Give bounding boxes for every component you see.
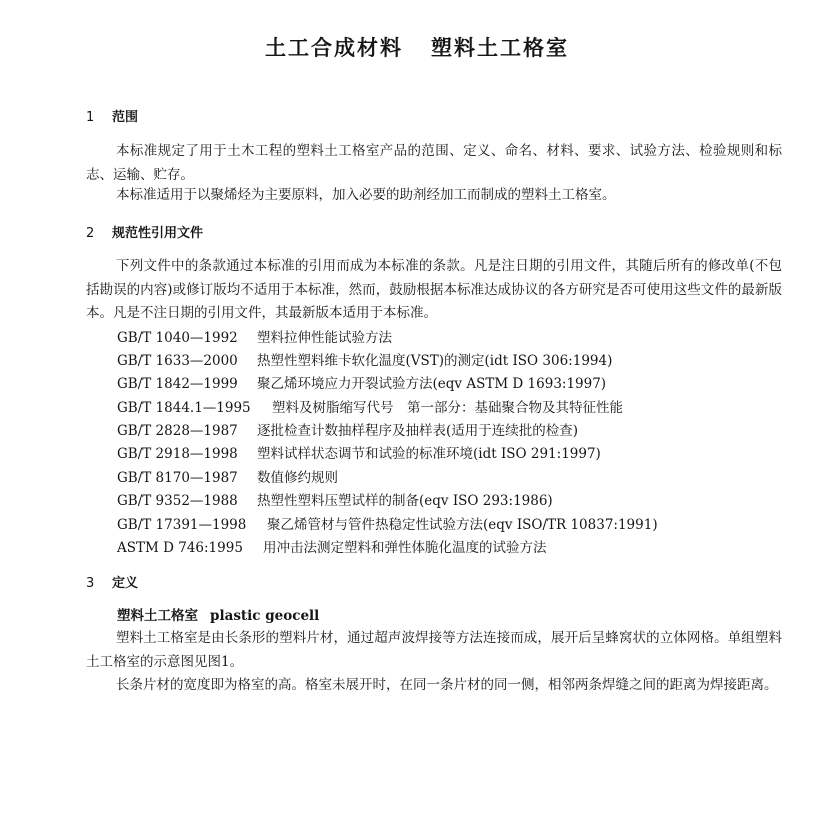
section-number: 2 xyxy=(86,226,95,241)
reference-title: 塑料拉伸性能试验方法 xyxy=(257,330,392,346)
reference-code: GB/T 1633—2000 xyxy=(117,353,238,369)
term-chinese: 塑料土工格室 xyxy=(117,608,198,624)
definition-term xyxy=(117,604,319,624)
reference-title: 用冲击法测定塑料和弹性体脆化温度的试验方法 xyxy=(263,540,547,556)
section-title: 范围 xyxy=(112,110,139,125)
scope-paragraph-1: 本标准规定了用于土木工程的塑料土工格室产品的范围、定义、命名、材料、要求、试验方法、检验规则和标志、运输、贮存。 xyxy=(86,143,782,183)
section-title: 定义 xyxy=(112,576,139,591)
section-1-heading xyxy=(86,106,138,125)
reference-code: GB/T 9352—1988 xyxy=(117,493,238,509)
document-title xyxy=(0,32,834,62)
reference-title: 数值修约规则 xyxy=(257,470,338,486)
reference-title: 热塑性塑料压塑试样的制备(eqv ISO 293:1986) xyxy=(257,493,553,509)
definition-paragraph-1: 塑料土工格室是由长条形的塑料片材，通过超声波焊接等方法连接而成，展开后呈蜂窝状的立体网格。单组塑料土工格室的示意图见图1。 xyxy=(86,630,782,670)
scope-paragraph-2: 本标准适用于以聚烯烃为主要原料，加入必要的助剂经加工而制成的塑料土工格室。 xyxy=(116,187,616,203)
section-number: 3 xyxy=(86,576,95,591)
term-english: plastic geocell xyxy=(210,608,320,624)
section-2-heading xyxy=(86,222,203,241)
reference-title: 热塑性塑料维卡软化温度(VST)的测定(idt ISO 306:1994) xyxy=(257,353,613,369)
reference-item xyxy=(117,326,392,346)
reference-title: 塑料及树脂缩写代号 第一部分：基础聚合物及其特征性能 xyxy=(272,400,623,416)
reference-code: GB/T 1040—1992 xyxy=(117,330,238,346)
definition-paragraph-2: 长条片材的宽度即为格室的高。格室未展开时，在同一条片材的同一侧，相邻两条焊缝之间的距离为焊接距离。 xyxy=(116,677,778,693)
title-part-1: 土工合成材料 xyxy=(265,36,403,60)
reference-item xyxy=(117,536,547,556)
reference-title: 聚乙烯管材与管件热稳定性试验方法(eqv ISO/TR 10837:1991) xyxy=(267,517,658,533)
title-part-2: 塑料土工格室 xyxy=(431,36,569,60)
section-number: 1 xyxy=(86,110,95,125)
reference-code: GB/T 2918—1998 xyxy=(117,446,238,462)
reference-code: GB/T 2828—1987 xyxy=(117,423,238,439)
references-intro: 下列文件中的条款通过本标准的引用而成为本标准的条款。凡是注日期的引用文件，其随后所有的修改单(不包括勘误的内容)或修订版均不适用于本标准，然而，鼓励根据本标准达成协议的各方研究是否可使用这些文件的最新版本。凡是不注日期的引用文件，其最新版本适用于本标准。 xyxy=(86,258,782,321)
reference-item xyxy=(117,513,658,533)
reference-item xyxy=(117,396,623,416)
reference-code: ASTM D 746:1995 xyxy=(117,540,243,556)
reference-code: GB/T 8170—1987 xyxy=(117,470,238,486)
reference-item xyxy=(117,466,338,486)
reference-code: GB/T 1842—1999 xyxy=(117,376,238,392)
reference-item xyxy=(117,372,606,392)
reference-title: 逐批检查计数抽样程序及抽样表(适用于连续批的检查) xyxy=(257,423,579,439)
reference-item xyxy=(117,442,601,462)
reference-item xyxy=(117,349,612,369)
reference-item xyxy=(117,419,578,439)
section-title: 规范性引用文件 xyxy=(112,226,204,241)
section-3-heading xyxy=(86,572,138,591)
reference-item xyxy=(117,489,553,509)
reference-title: 聚乙烯环境应力开裂试验方法(eqv ASTM D 1693:1997) xyxy=(257,376,607,392)
reference-title: 塑料试样状态调节和试验的标准环境(idt ISO 291:1997) xyxy=(257,446,601,462)
reference-code: GB/T 1844.1—1995 xyxy=(117,400,251,416)
reference-code: GB/T 17391—1998 xyxy=(117,517,247,533)
